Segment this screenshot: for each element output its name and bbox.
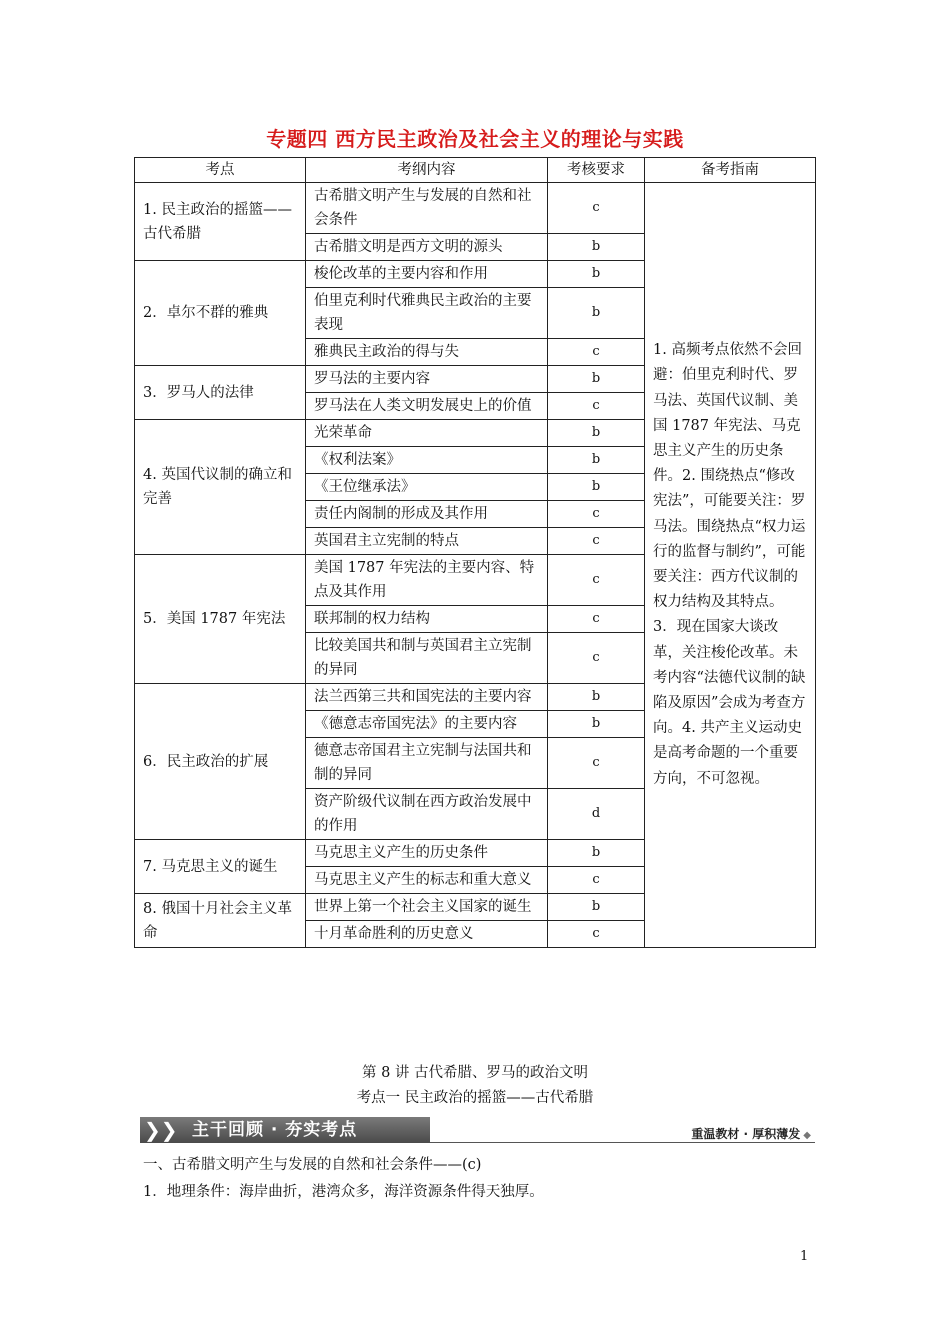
requirement-cell: b xyxy=(548,711,645,738)
content-cell: 十月革命胜利的历史意义 xyxy=(306,921,548,948)
requirement-cell: b xyxy=(548,420,645,447)
content-cell: 光荣革命 xyxy=(306,420,548,447)
content-cell: 马克思主义产生的历史条件 xyxy=(306,840,548,867)
requirement-cell: c xyxy=(548,528,645,555)
section-paragraph: 1．地理条件：海岸曲折，港湾众多，海洋资源条件得天独厚。 xyxy=(143,1184,544,1200)
content-cell: 联邦制的权力结构 xyxy=(306,606,548,633)
content-cell: 古希腊文明产生与发展的自然和社会条件 xyxy=(306,183,548,234)
requirement-cell: c xyxy=(548,606,645,633)
requirement-cell: b xyxy=(548,840,645,867)
topic-cell: 6．民主政治的扩展 xyxy=(135,684,306,840)
requirement-cell: b xyxy=(548,894,645,921)
banner-divider xyxy=(430,1142,815,1143)
requirement-cell: c xyxy=(548,867,645,894)
guide-cell: 1. 高频考点依然不会回避：伯里克利时代、罗马法、英国代议制、美国 1787 年宪法、马克思主义产生的历史条件。2. 围绕热点“修改宪法”，可能要关注：罗马法。围绕热点“权力运行的监督与制约”，可能要关注：西方代议制的权力结构及其特点。3．现在国家大谈改革，关注梭伦改革。未考内容“法德代议制的缺陷及原因”会成为考查方向。4. 共产主义运动史是高考命题的一个重要方向，不可忽视。 xyxy=(645,183,816,948)
diamond-icon: ◆ xyxy=(803,1130,811,1141)
section-banner xyxy=(140,1113,815,1147)
requirement-cell: b xyxy=(548,366,645,393)
requirement-cell: b xyxy=(548,234,645,261)
banner-left-text: 主干回顾 · 夯实考点 xyxy=(192,1120,358,1140)
topic-cell: 4. 英国代议制的确立和完善 xyxy=(135,420,306,555)
content-cell: 马克思主义产生的标志和重大意义 xyxy=(306,867,548,894)
content-cell: 《德意志帝国宪法》的主要内容 xyxy=(306,711,548,738)
page-title: 专题四 西方民主政治及社会主义的理论与实践 xyxy=(266,127,684,151)
requirement-cell: c xyxy=(548,183,645,234)
content-cell: 美国 1787 年宪法的主要内容、特点及其作用 xyxy=(306,555,548,606)
requirement-cell: b xyxy=(548,261,645,288)
topic-cell: 5．美国 1787 年宪法 xyxy=(135,555,306,684)
topic-cell: 2．卓尔不群的雅典 xyxy=(135,261,306,366)
syllabus-table xyxy=(134,157,816,948)
header-requirement: 考核要求 xyxy=(548,158,645,183)
topic-cell: 8. 俄国十月社会主义革命 xyxy=(135,894,306,948)
requirement-cell: c xyxy=(548,633,645,684)
kaodian-title: 考点一 民主政治的摇篮——古代希腊 xyxy=(356,1090,594,1106)
table-row xyxy=(135,183,816,234)
requirement-cell: c xyxy=(548,738,645,789)
topic-cell: 3．罗马人的法律 xyxy=(135,366,306,420)
content-cell: 《王位继承法》 xyxy=(306,474,548,501)
chevron-right-icon: ❯❯ xyxy=(144,1118,178,1142)
content-cell: 德意志帝国君主立宪制与法国共和制的异同 xyxy=(306,738,548,789)
content-cell: 罗马法的主要内容 xyxy=(306,366,548,393)
requirement-cell: b xyxy=(548,684,645,711)
content-cell: 伯里克利时代雅典民主政治的主要表现 xyxy=(306,288,548,339)
banner-right xyxy=(691,1125,811,1142)
requirement-cell: b xyxy=(548,288,645,339)
requirement-cell: c xyxy=(548,921,645,948)
content-cell: 比较美国共和制与英国君主立宪制的异同 xyxy=(306,633,548,684)
header-content: 考纲内容 xyxy=(306,158,548,183)
content-cell: 责任内阁制的形成及其作用 xyxy=(306,501,548,528)
content-cell: 雅典民主政治的得与失 xyxy=(306,339,548,366)
content-cell: 《权利法案》 xyxy=(306,447,548,474)
requirement-cell: c xyxy=(548,393,645,420)
header-topic: 考点 xyxy=(135,158,306,183)
content-cell: 世界上第一个社会主义国家的诞生 xyxy=(306,894,548,921)
content-cell: 梭伦改革的主要内容和作用 xyxy=(306,261,548,288)
table-header-row xyxy=(135,158,816,183)
requirement-cell: c xyxy=(548,501,645,528)
requirement-cell: c xyxy=(548,555,645,606)
content-cell: 法兰西第三共和国宪法的主要内容 xyxy=(306,684,548,711)
topic-cell: 1. 民主政治的摇篮——古代希腊 xyxy=(135,183,306,261)
content-cell: 古希腊文明是西方文明的源头 xyxy=(306,234,548,261)
section-heading: 一、古希腊文明产生与发展的自然和社会条件——(c) xyxy=(143,1157,482,1173)
lecture-title: 第 8 讲 古代希腊、罗马的政治文明 xyxy=(361,1065,589,1081)
content-cell: 罗马法在人类文明发展史上的价值 xyxy=(306,393,548,420)
requirement-cell: b xyxy=(548,447,645,474)
page-number: 1 xyxy=(800,1249,809,1264)
header-guide: 备考指南 xyxy=(645,158,816,183)
requirement-cell: d xyxy=(548,789,645,840)
content-cell: 资产阶级代议制在西方政治发展中的作用 xyxy=(306,789,548,840)
topic-cell: 7. 马克思主义的诞生 xyxy=(135,840,306,894)
requirement-cell: c xyxy=(548,339,645,366)
requirement-cell: b xyxy=(548,474,645,501)
banner-right-text: 重温教材 · 厚积薄发 xyxy=(691,1127,801,1141)
content-cell: 英国君主立宪制的特点 xyxy=(306,528,548,555)
